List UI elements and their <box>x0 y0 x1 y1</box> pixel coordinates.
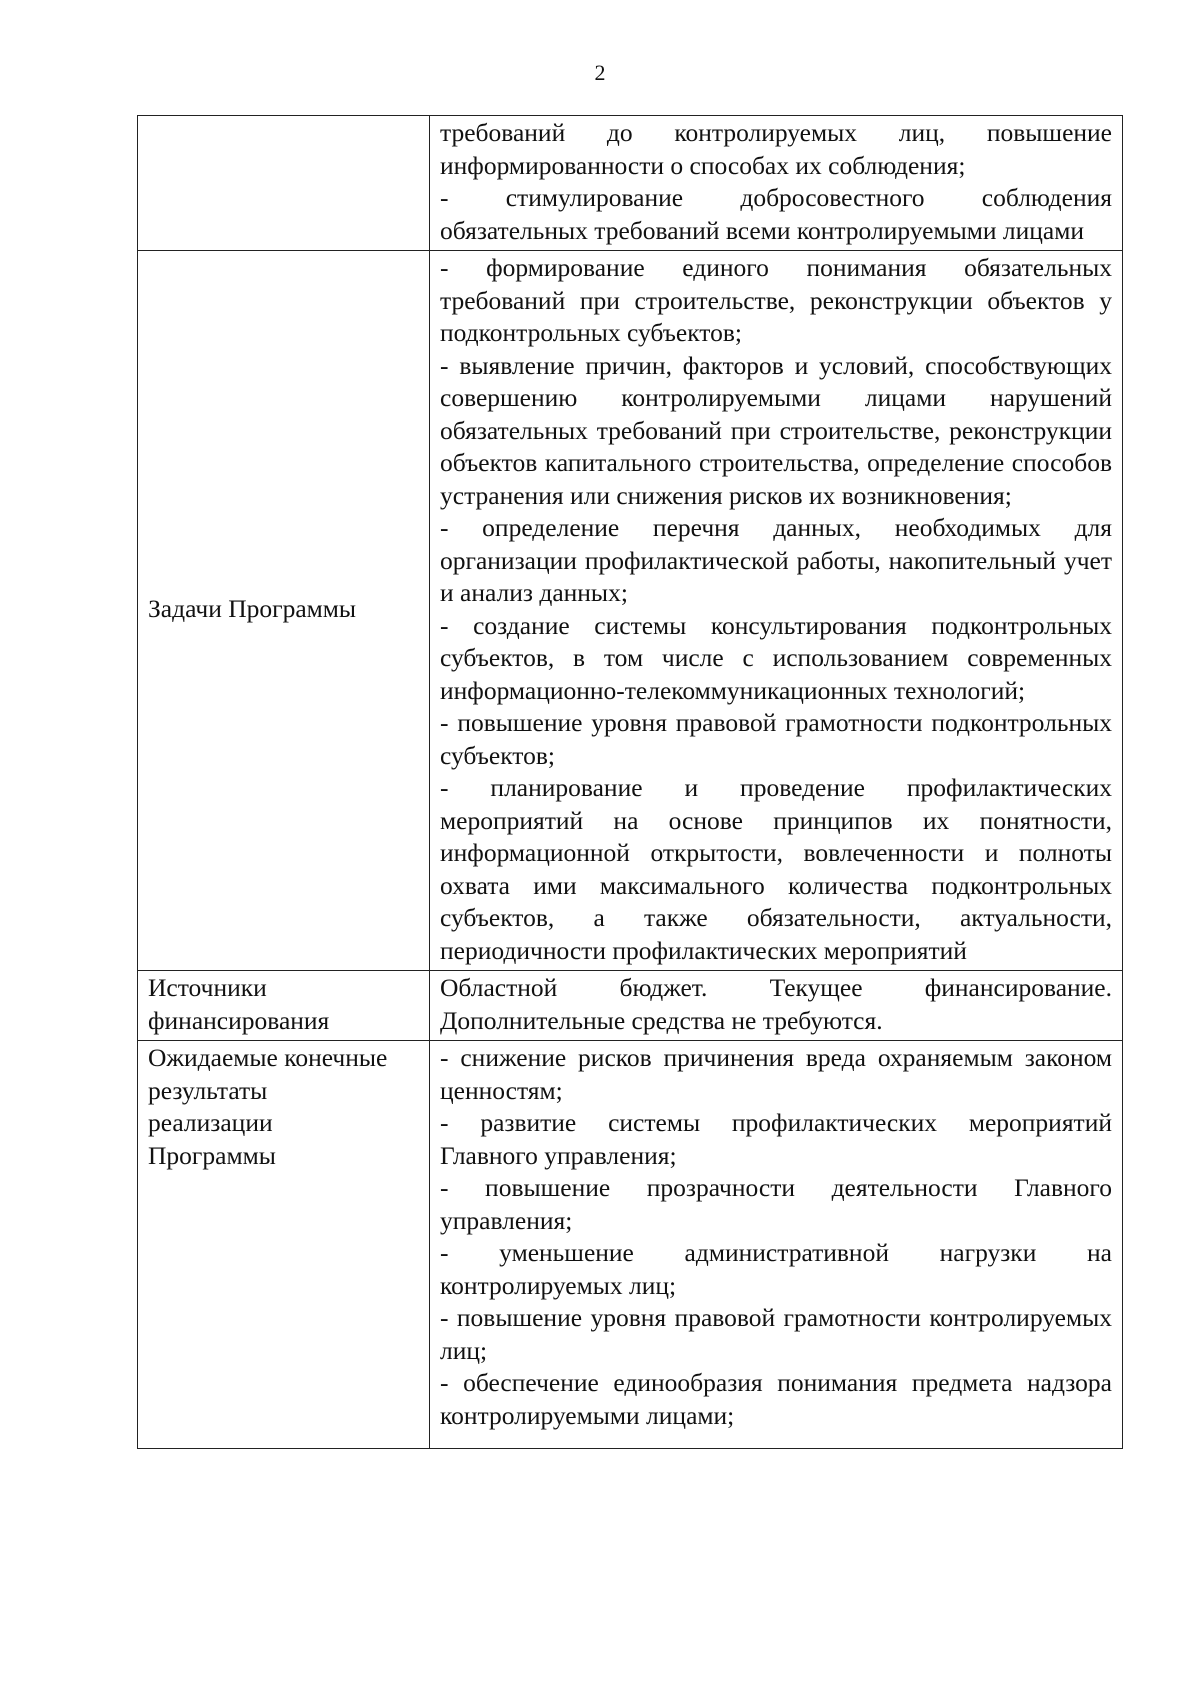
list-item: - определение перечня данных, необходимых для организации профилактической работы, накопительный учет и анализ данных; <box>440 513 1112 607</box>
table-row-continuation <box>138 116 1123 251</box>
row-label-line: финансирования <box>148 1005 330 1035</box>
list-item: - формирование единого понимания обязательных требований при строительстве, реконструкции объектов у подконтрольных субъектов; <box>440 253 1112 347</box>
row-content-tasks <box>430 251 1123 971</box>
list-item: - снижение рисков причинения вреда охраняемым законом ценностям; <box>440 1043 1112 1105</box>
row-label-line: Программы <box>148 1140 276 1170</box>
list-item: - повышение уровня правовой грамотности контролируемых лиц; <box>440 1303 1112 1365</box>
row-label-funding <box>138 971 430 1041</box>
row-label-tasks <box>138 251 430 971</box>
page-number: 2 <box>594 60 606 85</box>
list-item: Областной бюджет. Текущее финансирование. Дополнительные средства не требуются. <box>440 973 1112 1035</box>
table-row-results <box>138 1041 1123 1449</box>
row-label-line: Задачи Программы <box>148 594 357 624</box>
row-label-results <box>138 1041 430 1449</box>
list-item: требований до контролируемых лиц, повышение информированности о способах их соблюдения; <box>440 118 1112 180</box>
table-row-tasks <box>138 251 1123 971</box>
list-item: - выявление причин, факторов и условий, способствующих совершению контролируемыми лицами нарушений обязательных требований при строительстве, реконструкции объектов капитального строительства, определение способов устранения или снижения рисков их возникновения; <box>440 350 1112 510</box>
list-item: - развитие системы профилактических мероприятий Главного управления; <box>440 1108 1112 1170</box>
list-item: - создание системы консультирования подконтрольных субъектов, в том числе с использованием современных информационно-телекоммуникационных технологий; <box>440 610 1112 705</box>
row-content-continuation <box>430 116 1123 251</box>
list-item: - повышение прозрачности деятельности Главного управления; <box>440 1173 1112 1235</box>
row-label-line: реализации <box>148 1108 273 1137</box>
list-item: - планирование и проведение профилактических мероприятий на основе принципов их понятности, информационной открытости, вовлеченности и полноты охвата ими максимального количества подконтрольных субъектов, а также обязательности, актуальности, периодичности профилактических мероприятий <box>440 773 1112 965</box>
row-label-line: Ожидаемые конечные <box>148 1043 388 1072</box>
list-item: - повышение уровня правовой грамотности подконтрольных субъектов; <box>440 708 1112 770</box>
row-content-results <box>430 1041 1123 1449</box>
list-item: - уменьшение административной нагрузки на контролируемых лиц; <box>440 1238 1112 1300</box>
list-item: - стимулирование добросовестного соблюдения обязательных требований всеми контролируемыми лицами <box>440 183 1112 245</box>
table-row-funding <box>138 971 1123 1041</box>
list-item: - обеспечение единообразия понимания предмета надзора контролируемыми лицами; <box>440 1368 1112 1430</box>
row-content-funding <box>430 971 1123 1041</box>
row-label-empty <box>138 116 430 251</box>
row-label-line: результаты <box>148 1075 268 1105</box>
row-label-line: Источники <box>148 973 267 1002</box>
passport-table <box>137 115 1123 1449</box>
